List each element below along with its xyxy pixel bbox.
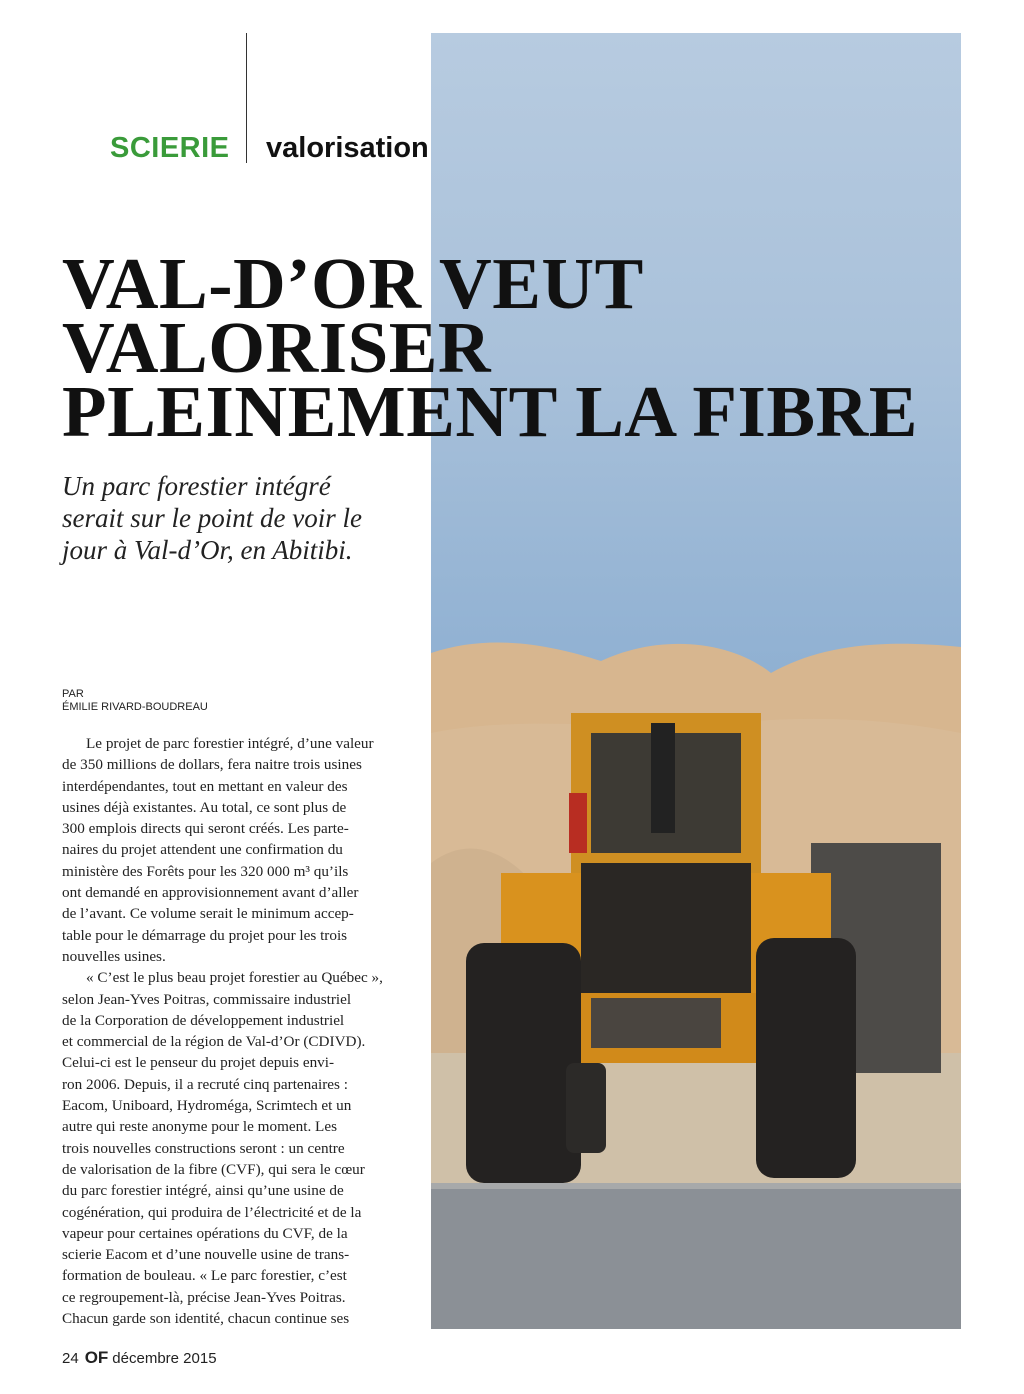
body-line: nouvelles usines. [62, 947, 166, 965]
rear-left-tire [566, 1063, 606, 1153]
rubric-section: SCIERIE [110, 132, 230, 164]
body-line: de l’avant. Ce volume serait le minimum accep- [62, 905, 354, 923]
body-line: usines déjà existantes. Au total, ce sont plus de [62, 798, 347, 816]
body-line: Celui-ci est le penseur du projet depuis envi- [62, 1054, 335, 1072]
body-line: table pour le démarrage du projet pour les trois [62, 926, 348, 944]
body-line: cogénération, qui produira de l’électricité et de la [62, 1203, 362, 1221]
cover-photo-wheel-loader [431, 33, 961, 1329]
front-left-tire [466, 943, 581, 1183]
body-line: Le projet de parc forestier intégré, d’une valeur [86, 735, 374, 752]
body-line: trois nouvelles constructions seront : un centre [62, 1139, 345, 1157]
body-line: ce regroupement-là, précise Jean-Yves Poitras. [62, 1288, 346, 1306]
front-right-tire [756, 938, 856, 1178]
headline-line: PLEINEMENT LA FIBRE [62, 371, 918, 452]
issue-date: décembre 2015 [112, 1350, 217, 1367]
byline [62, 688, 208, 714]
body-line: de 350 millions de dollars, fera naitre trois usines [62, 756, 362, 774]
magazine-logo: OF [84, 1348, 109, 1367]
road-surface [431, 1183, 961, 1329]
body-line: du parc forestier intégré, ainsi qu’une usine de [62, 1182, 344, 1200]
body-line: de la Corporation de développement industriel [62, 1011, 345, 1029]
body-line: interdépendantes, tout en mettant en valeur des [62, 777, 348, 795]
body-line: ministère des Forêts pour les 320 000 m³ qu’ils [62, 862, 349, 880]
body-line: 300 emplois directs qui seront créés. Les parte- [62, 820, 349, 838]
body-line: Eacom, Uniboard, Hydroméga, Scrimtech et un [62, 1097, 352, 1115]
byline-author: ÉMILIE RIVARD-BOUDREAU [62, 701, 208, 713]
page-footer [62, 1348, 217, 1368]
body-line: de valorisation de la fibre (CVF), qui sera le cœur [62, 1160, 365, 1178]
headline-line: VALORISER [62, 307, 492, 388]
dek-line: serait sur le point de voir le [62, 503, 362, 533]
body-line: vapeur pour certaines opérations du CVF, de la [62, 1224, 348, 1242]
body-line: autre qui reste anonyme pour le moment. Les [62, 1118, 337, 1136]
body-line: et commercial de la région de Val-d’Or (CDIVD). [62, 1033, 366, 1051]
page-number: 24 [62, 1350, 79, 1367]
body-line: « C’est le plus beau projet forestier au Québec », [86, 969, 383, 987]
body-line: selon Jean-Yves Poitras, commissaire industriel [62, 990, 352, 1008]
exhaust-pipe [651, 723, 675, 833]
dek-line: jour à Val-d’Or, en Abitibi. [62, 535, 353, 565]
dek-line: Un parc forestier intégré [62, 471, 331, 501]
body-line: ron 2006. Depuis, il a recruté cinq partenaires : [62, 1075, 348, 1093]
body-line: ont demandé en approvisionnement avant d’aller [62, 884, 359, 902]
headline [62, 243, 962, 452]
rubric-subsection: valorisation [266, 132, 429, 164]
byline-label: PAR [62, 688, 84, 700]
fire-extinguisher [569, 793, 587, 853]
road-edge [431, 1183, 961, 1189]
loader-hitch [591, 998, 721, 1048]
photo-illustration [431, 33, 961, 1329]
article-body [62, 733, 412, 1329]
body-line: naires du projet attendent une confirmation du [62, 841, 343, 859]
body-line: scierie Eacom et d’une nouvelle usine de trans- [62, 1246, 350, 1264]
rubric-divider [246, 33, 247, 163]
dek [62, 470, 432, 566]
loader-grille [581, 863, 751, 993]
headline-line: VAL-D’OR VEUT [62, 243, 644, 324]
body-line: formation de bouleau. « Le parc forestier, c’est [62, 1267, 347, 1285]
body-line: Chacun garde son identité, chacun continue ses [62, 1310, 350, 1328]
